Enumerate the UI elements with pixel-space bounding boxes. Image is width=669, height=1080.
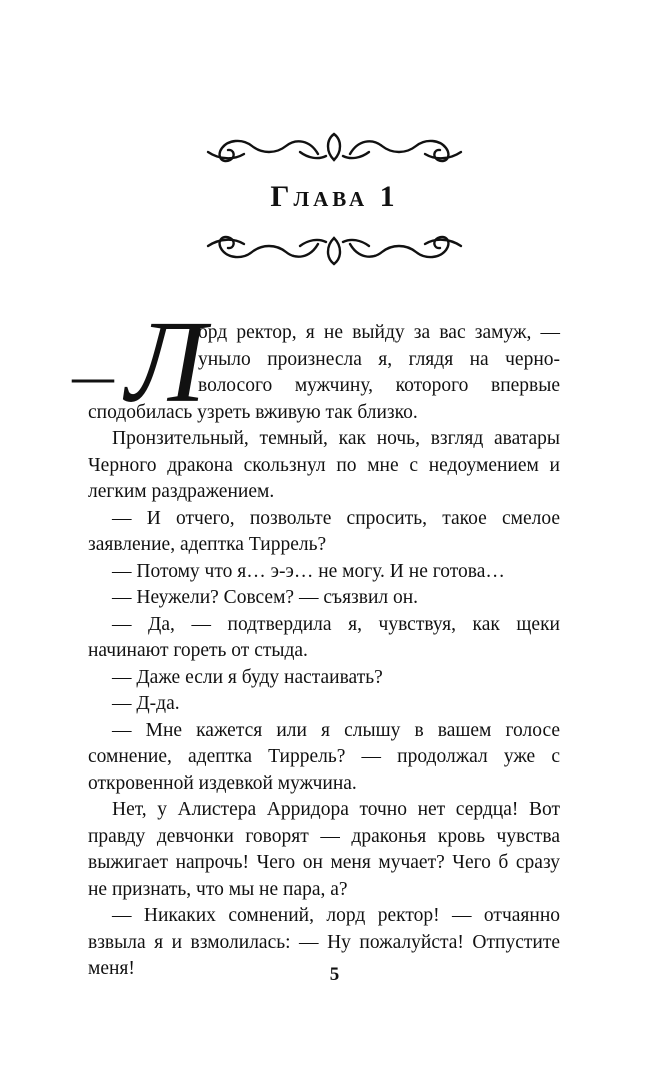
ornament-bottom (200, 228, 469, 268)
paragraph: — Даже если я буду настаивать? (112, 666, 383, 688)
paragraph: — Мне кажется или я слышу в вашем голосе сомнение, адептка Тиррель? — продолжал уже с откровенной издевкой мужчина. (88, 719, 560, 794)
first-paragraph (72, 296, 560, 427)
paragraph: — Да, — подтвердила я, чувствуя, как щеки начинают гореть от стыда. (88, 613, 560, 661)
chapter-title: Глава 1 (270, 180, 399, 213)
ornament-top (200, 130, 469, 170)
paragraph: — Неужели? Совсем? — съязвил он. (112, 587, 419, 608)
drop-cap: Л (126, 296, 206, 427)
body-text (72, 296, 560, 983)
flourish-icon (200, 228, 469, 268)
flourish-icon (200, 130, 469, 170)
paragraph: Нет, у Алистера Арридора точно нет сердца! Вот правду девчонки говорят — драконья кровь чувства выжигает напрочь! Чего он меня мучает? Чего б сразу не признать, что мы не пара, а? (88, 799, 560, 900)
first-paragraph-line: волосого мужчину, которого впервые (198, 375, 560, 396)
opening-dash: — (72, 355, 114, 401)
page-number: 5 (329, 964, 340, 985)
paragraph: — Д-да. (112, 693, 180, 714)
paragraph: — Никаких сомнений, лорд ректор! — отчаянно взвыла я и взмолилась: — Ну пожалуйста! Отпустите меня! (88, 905, 560, 979)
first-paragraph-line: орд ректор, я не выйду за вас замуж, — (198, 322, 560, 343)
paragraph: — Потому что я… э-э… не могу. И не готова… (112, 560, 505, 582)
paragraph: Пронзительный, темный, как ночь, взгляд аватары Черного дракона скользнул по мне с недоумением и легким раздражением. (88, 428, 560, 502)
first-paragraph-line: сподобилась узреть вживую так близко. (88, 401, 418, 423)
paragraph: — И отчего, позвольте спросить, такое смелое заявление, адептка Тиррель? (88, 507, 560, 555)
first-paragraph-line: уныло произнесла я, глядя на черно- (198, 348, 560, 370)
